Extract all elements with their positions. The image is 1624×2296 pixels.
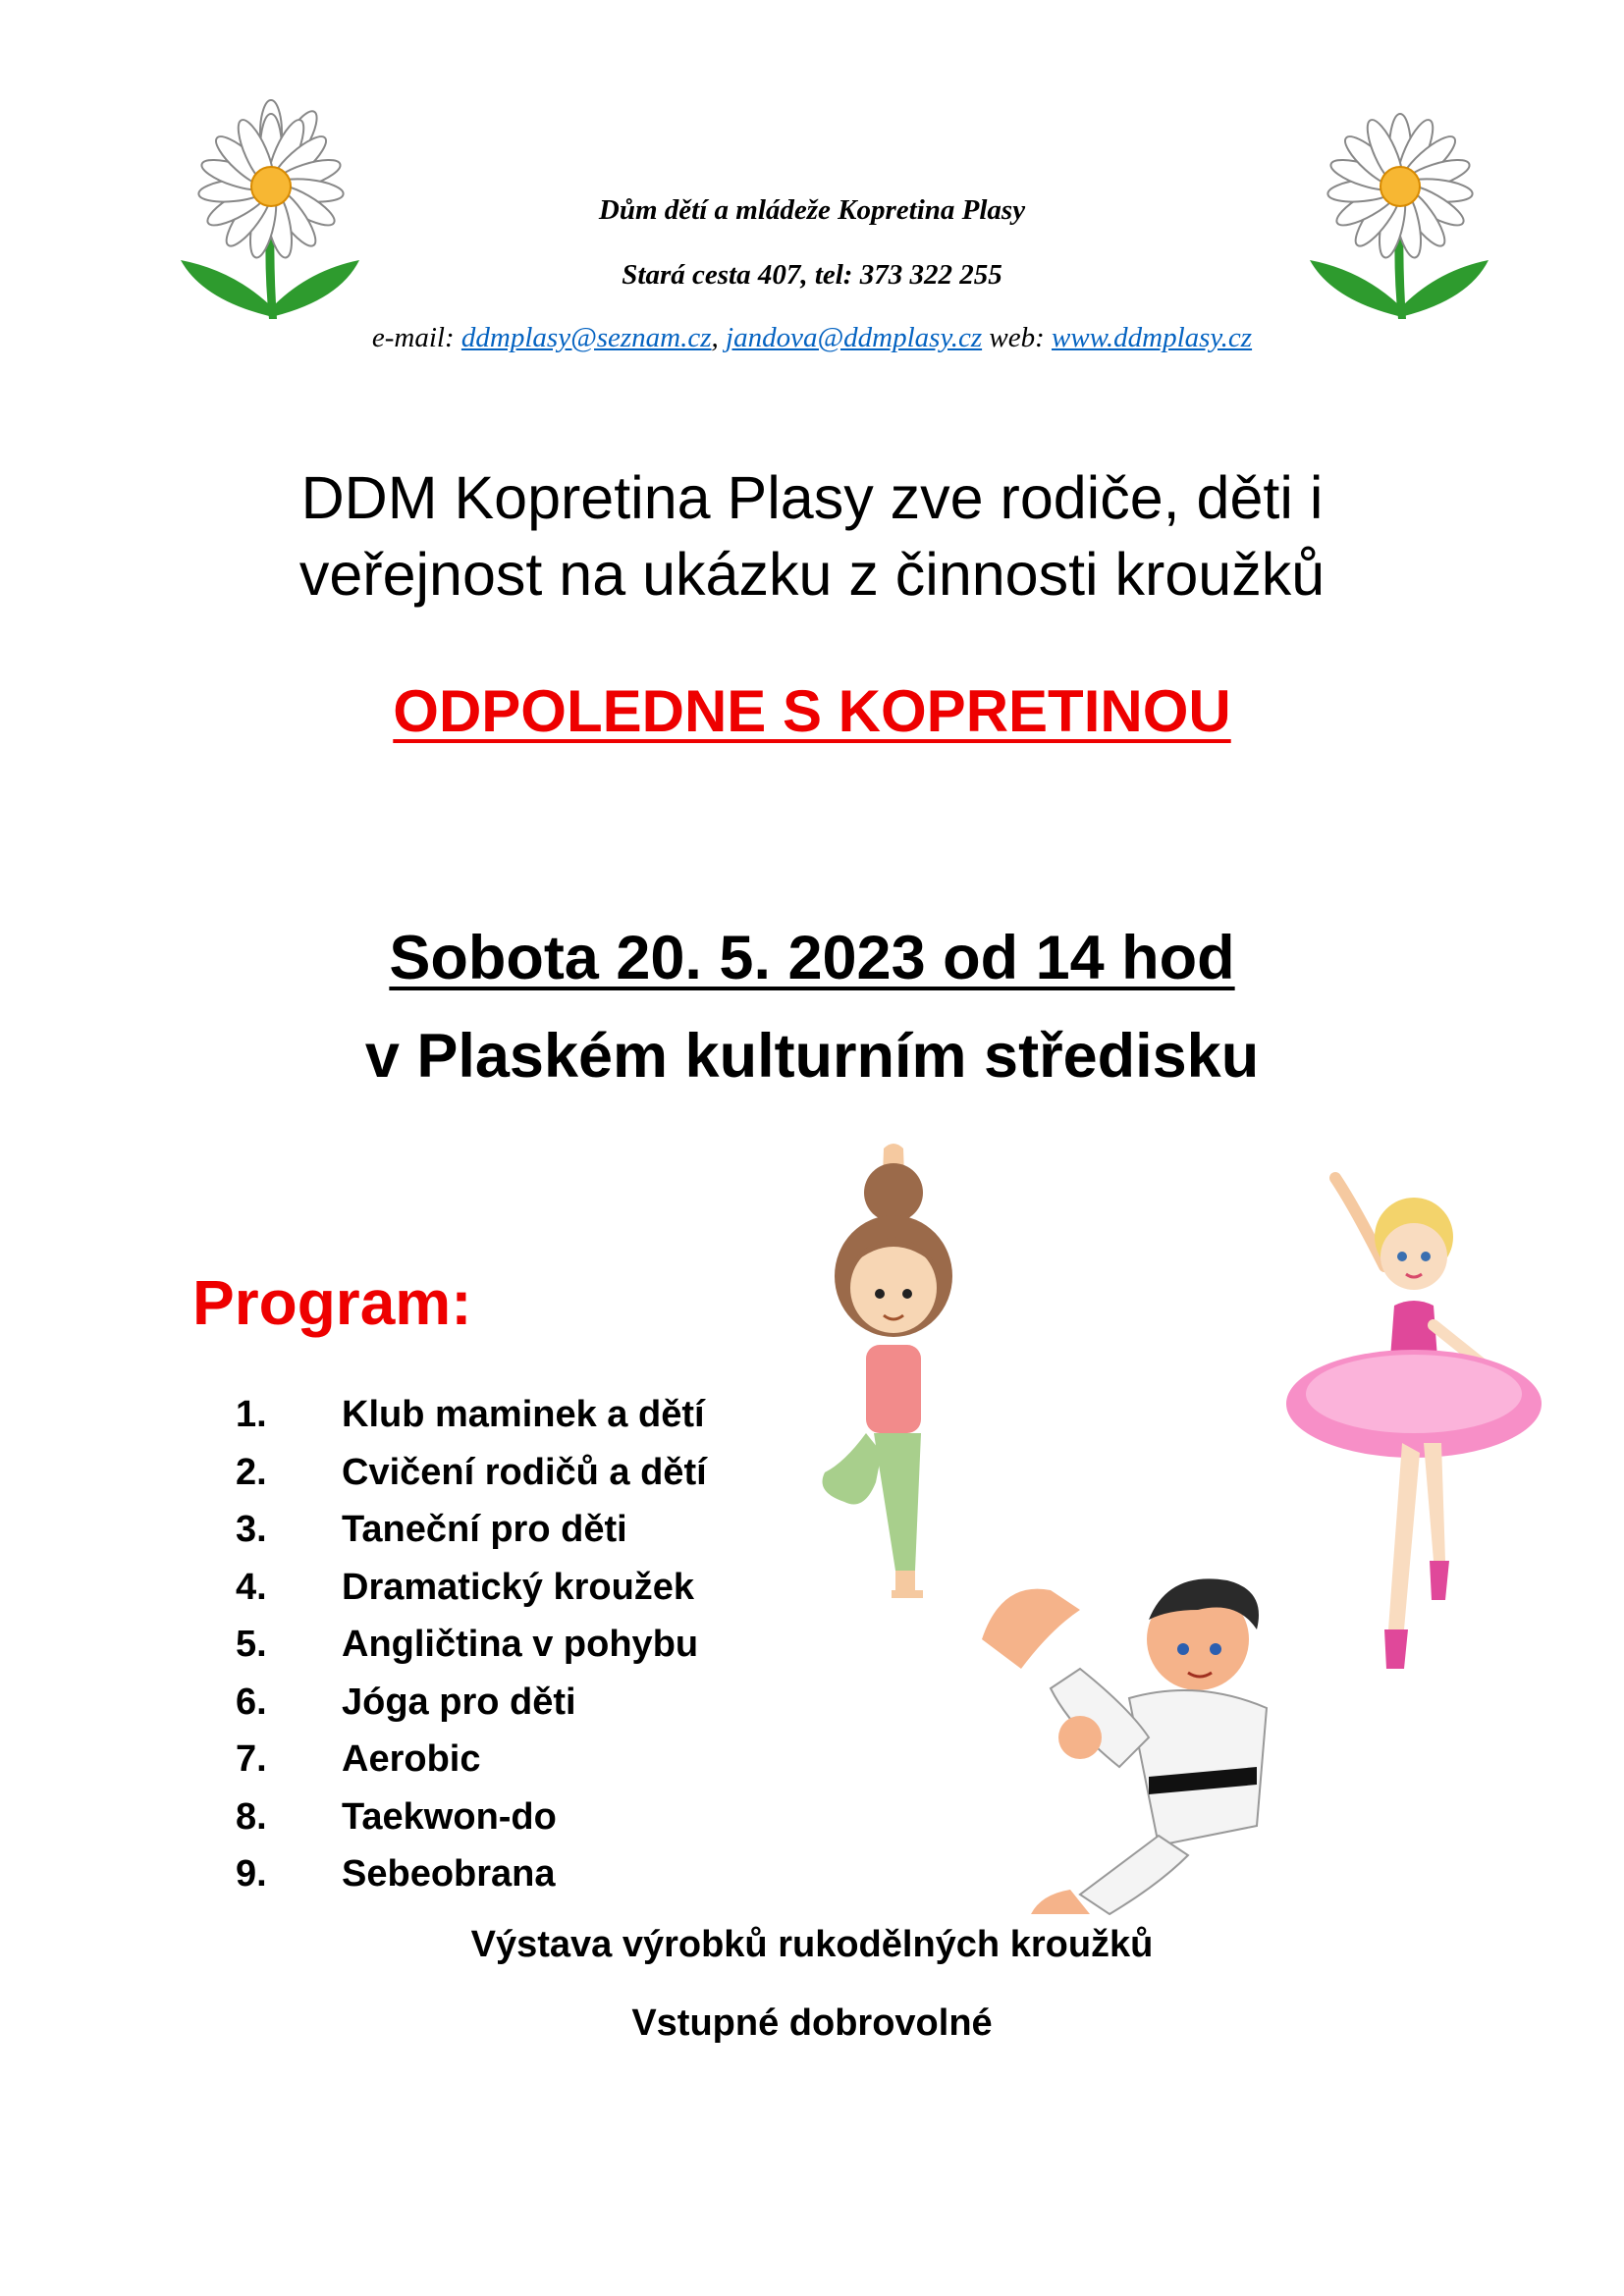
program-item-label: Aerobic: [342, 1738, 481, 1780]
program-item-number: 4.: [236, 1566, 267, 1608]
event-place: v Plaském kulturním středisku: [364, 1022, 1260, 1091]
program-item-number: 6.: [236, 1681, 267, 1723]
email-label: e-mail:: [371, 322, 461, 353]
event-title: ODPOLEDNE S KOPRETINOU: [393, 678, 1231, 744]
ballerina-illustration: [1267, 1168, 1561, 1718]
program-item: [236, 1559, 707, 1617]
program-item: [236, 1616, 707, 1674]
event-date: Sobota 20. 5. 2023 od 14 hod: [389, 924, 1235, 992]
exhibition-note: Výstava výrobků rukodělných kroužků: [470, 1924, 1154, 1965]
program-title: Program:: [192, 1267, 472, 1338]
program-item: [236, 1444, 707, 1502]
program-item-label: Dramatický kroužek: [342, 1566, 695, 1608]
program-item: [236, 1501, 707, 1559]
program-item-label: Taneční pro děti: [342, 1509, 627, 1550]
program-item-number: 7.: [236, 1738, 267, 1780]
web-link[interactable]: www.ddmplasy.cz: [1052, 322, 1253, 353]
org-name: Dům dětí a mládeže Kopretina Plasy: [598, 194, 1026, 226]
program-item-label: Jóga pro děti: [342, 1681, 576, 1723]
program-list: [236, 1386, 707, 1903]
program-item-number: 1.: [236, 1394, 267, 1435]
program-item: [236, 1674, 707, 1732]
intro-line-1: DDM Kopretina Plasy zve rodiče, děti i: [300, 464, 1324, 531]
email-link-2[interactable]: jandova@ddmplasy.cz: [726, 322, 983, 353]
program-item-label: Taekwon-do: [342, 1795, 557, 1838]
program-item-label: Cvičení rodičů a dětí: [342, 1451, 707, 1493]
program-item: [236, 1789, 707, 1846]
org-address: Stará cesta 407, tel: 373 322 255: [622, 259, 1002, 291]
program-item: [236, 1731, 707, 1789]
separator: ,: [711, 322, 727, 353]
intro-text: [0, 459, 1624, 613]
email-link-1[interactable]: ddmplasy@seznam.cz: [460, 322, 712, 353]
admission-note: Vstupné dobrovolné: [631, 2002, 993, 2044]
web-label: web:: [982, 322, 1052, 353]
program-item-number: 3.: [236, 1509, 267, 1550]
yoga-girl-illustration: [805, 1139, 1001, 1600]
program-item-number: 2.: [236, 1451, 267, 1493]
program-item-label: Klub maminek a dětí: [342, 1394, 705, 1435]
program-item-label: Angličtina v pohybu: [342, 1624, 699, 1665]
program-item: [236, 1386, 707, 1444]
program-item-number: 9.: [236, 1853, 267, 1895]
program-item-number: 8.: [236, 1795, 267, 1838]
contact-line: [0, 322, 1624, 354]
program-item-label: Sebeobrana: [342, 1853, 556, 1895]
intro-line-2: veřejnost na ukázku z činnosti kroužků: [298, 541, 1326, 608]
program-item: [236, 1845, 707, 1903]
program-item-number: 5.: [236, 1624, 267, 1665]
karate-boy-illustration: [962, 1571, 1306, 1924]
